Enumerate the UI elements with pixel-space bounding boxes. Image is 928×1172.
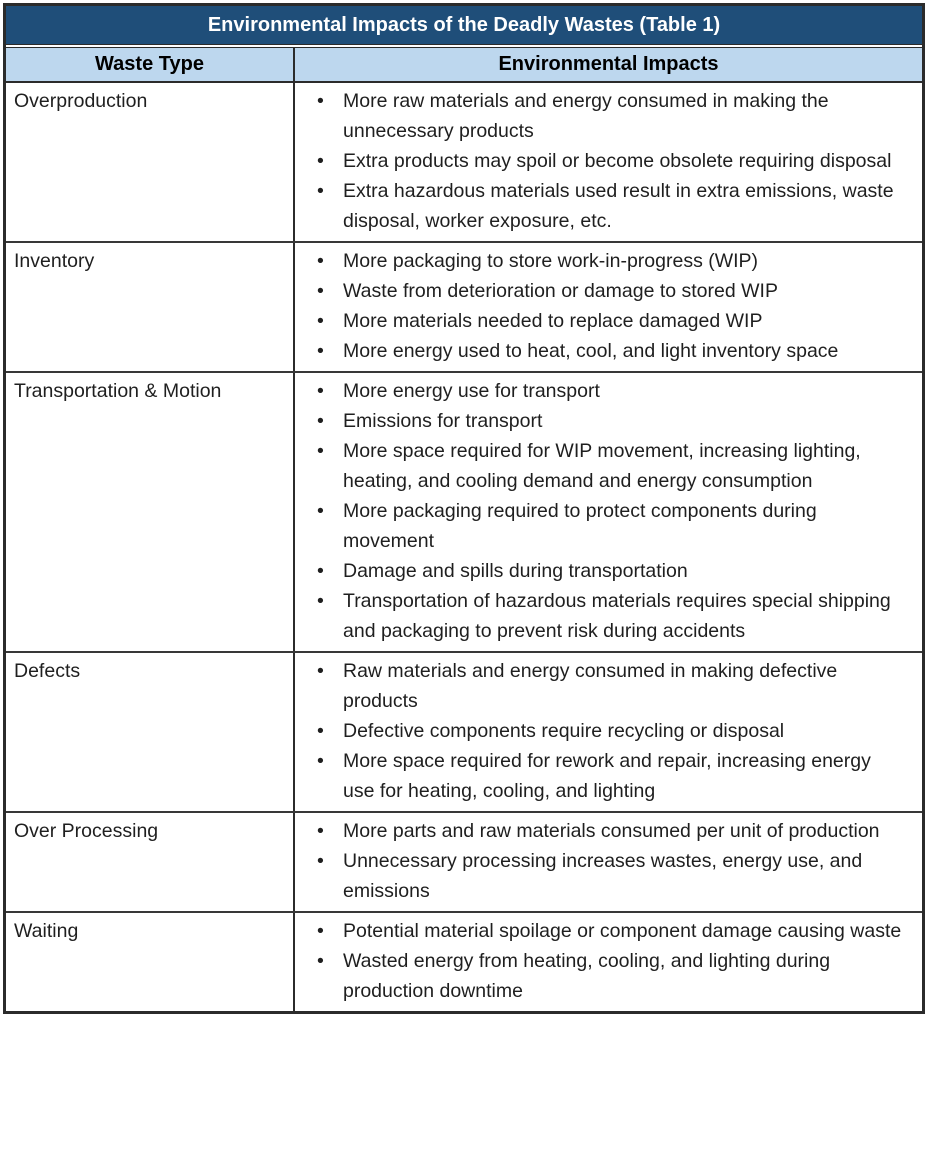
table-row	[6, 83, 922, 243]
waste-type-cell: Over Processing	[6, 813, 295, 911]
impact-item: • Raw materials and energy consumed in making defective products	[303, 656, 902, 716]
impact-item: • More packaging to store work-in-progress (WIP)	[303, 246, 902, 276]
impact-item: • Emissions for transport	[303, 406, 902, 436]
impact-item: • More space required for rework and repair, increasing energy use for heating, cooling, and lighting	[303, 746, 902, 806]
environmental-impacts-table	[3, 3, 925, 1014]
table-header-row	[6, 47, 922, 83]
table-title: Environmental Impacts of the Deadly Wastes (Table 1)	[6, 6, 922, 45]
impacts-cell	[295, 83, 922, 241]
impacts-cell	[295, 913, 922, 1011]
table-body	[6, 83, 922, 1011]
impact-item: • Transportation of hazardous materials requires special shipping and packaging to prevent risk during accidents	[303, 586, 902, 646]
impacts-list	[303, 816, 902, 906]
impact-item: • Damage and spills during transportation	[303, 556, 902, 586]
impacts-cell	[295, 653, 922, 811]
impacts-cell	[295, 373, 922, 651]
impacts-list	[303, 656, 902, 806]
impact-item: • Unnecessary processing increases wastes, energy use, and emissions	[303, 846, 902, 906]
impacts-cell	[295, 243, 922, 371]
impacts-list	[303, 86, 902, 236]
impacts-list	[303, 246, 902, 366]
impact-item: • Defective components require recycling or disposal	[303, 716, 902, 746]
impact-item: • Extra products may spoil or become obsolete requiring disposal	[303, 146, 902, 176]
table-row	[6, 813, 922, 913]
waste-type-cell: Waiting	[6, 913, 295, 1011]
impact-item: • Wasted energy from heating, cooling, and lighting during production downtime	[303, 946, 902, 1006]
impacts-list	[303, 376, 902, 646]
waste-type-cell: Overproduction	[6, 83, 295, 241]
impact-item: • Waste from deterioration or damage to stored WIP	[303, 276, 902, 306]
waste-type-cell: Inventory	[6, 243, 295, 371]
impact-item: • More parts and raw materials consumed per unit of production	[303, 816, 902, 846]
table-row	[6, 913, 922, 1011]
impact-item: • Extra hazardous materials used result in extra emissions, waste disposal, worker exposure, etc.	[303, 176, 902, 236]
impact-item: • More energy used to heat, cool, and light inventory space	[303, 336, 902, 366]
column-header-environmental-impacts: Environmental Impacts	[498, 53, 719, 75]
impact-item: • More energy use for transport	[303, 376, 902, 406]
table-row	[6, 373, 922, 653]
impact-item: • More space required for WIP movement, increasing lighting, heating, and cooling demand and energy consumption	[303, 436, 902, 496]
table-row	[6, 243, 922, 373]
impact-item: • More raw materials and energy consumed in making the unnecessary products	[303, 86, 902, 146]
column-header-waste-type: Waste Type	[6, 48, 295, 81]
impact-item: • More packaging required to protect components during movement	[303, 496, 902, 556]
table-row	[6, 653, 922, 813]
impact-item: • More materials needed to replace damaged WIP	[303, 306, 902, 336]
waste-type-cell: Transportation & Motion	[6, 373, 295, 651]
impact-item: • Potential material spoilage or component damage causing waste	[303, 916, 902, 946]
impacts-cell	[295, 813, 922, 911]
waste-type-cell: Defects	[6, 653, 295, 811]
impacts-list	[303, 916, 902, 1006]
